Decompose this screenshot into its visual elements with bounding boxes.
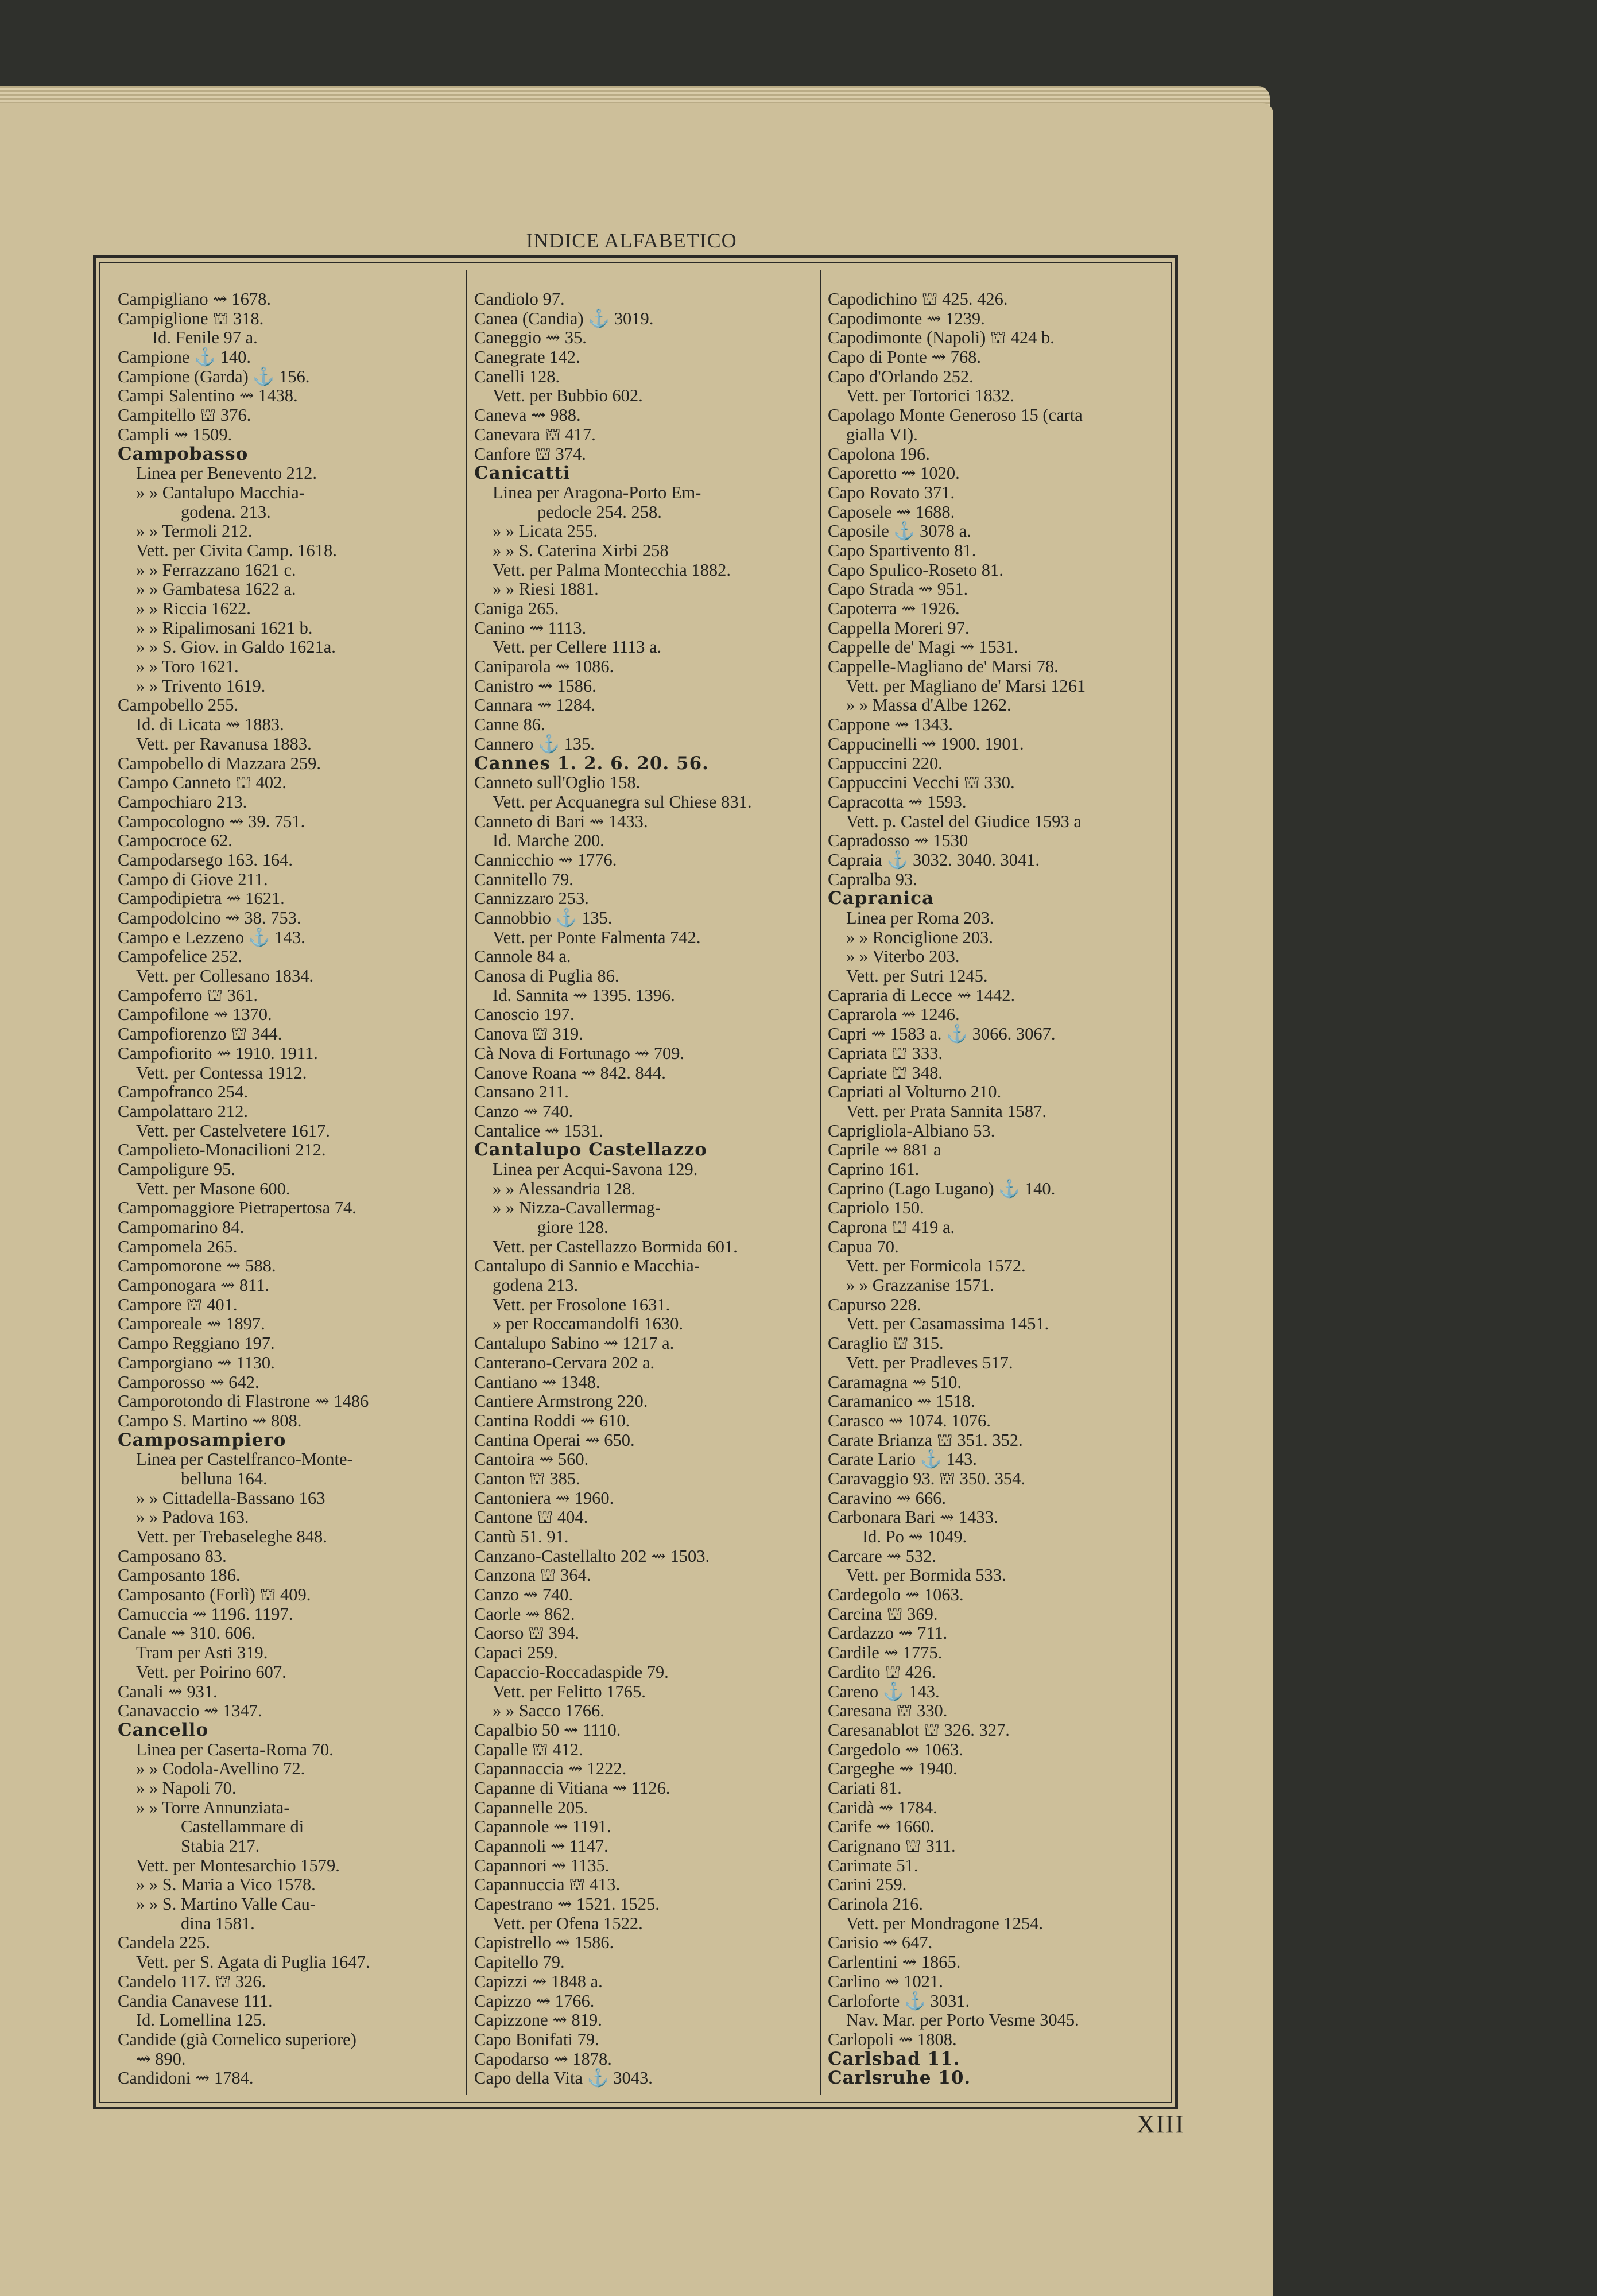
index-entry: Caorso ⛫ 394. [474, 1623, 580, 1643]
index-entry: » » Padova 163. [136, 1507, 249, 1527]
index-entry: Capriati al Volturno 210. [828, 1082, 1002, 1102]
index-entry: Camporosso ⇝ 642. [118, 1372, 259, 1392]
index-entry: Vett. per Prata Sannita 1587. [846, 1101, 1046, 1121]
index-entry: Caresanablot ⛫ 326. 327. [828, 1720, 1010, 1740]
index-entry: Cantina Operai ⇝ 650. [474, 1430, 635, 1450]
index-entry: Camporgiano ⇝ 1130. [118, 1352, 275, 1372]
index-entry: Capistrello ⇝ 1586. [474, 1933, 614, 1953]
index-entry: » » Sacco 1766. [493, 1701, 604, 1721]
index-entry: Capo di Ponte ⇝ 768. [828, 347, 982, 367]
index-entry: Cantiere Armstrong 220. [474, 1391, 648, 1411]
index-entry: Campofiorito ⇝ 1910. 1911. [118, 1043, 318, 1063]
index-entry: » » Toro 1621. [136, 657, 239, 677]
index-entry: Cantalice ⇝ 1531. [474, 1120, 603, 1141]
index-entry: » » S. Giov. in Galdo 1621a. [136, 637, 336, 657]
index-entry: Capo d'Orlando 252. [828, 366, 974, 386]
index-entry: Capracotta ⇝ 1593. [828, 792, 967, 812]
index-entry: Camposanto (Forlì) ⛫ 409. [118, 1585, 311, 1605]
index-entry: Candidoni ⇝ 1784. [118, 2068, 254, 2088]
index-entry: Carcare ⇝ 532. [828, 1546, 936, 1566]
index-entry: Stabia 217. [181, 1836, 260, 1856]
index-entry: Canove Roana ⇝ 842. 844. [474, 1062, 666, 1083]
index-entry: Capodimonte (Napoli) ⛫ 424 b. [828, 328, 1055, 348]
index-entry: Carcina ⛫ 369. [828, 1604, 938, 1624]
index-entry: Capodimonte ⇝ 1239. [828, 308, 985, 328]
index-entry: Vett. per Formicola 1572. [846, 1256, 1026, 1276]
index-entry: gialla VI). [846, 424, 918, 444]
column-divider [466, 270, 467, 2095]
index-entry: Capo Bonifati 79. [474, 2029, 599, 2049]
index-entry: Caorle ⇝ 862. [474, 1604, 575, 1624]
index-entry: Capoterra ⇝ 1926. [828, 599, 960, 618]
index-entry: » » Ronciglione 203. [846, 927, 993, 947]
index-entry: Capalle ⛫ 412. [474, 1739, 583, 1759]
index-entry: godena 213. [493, 1275, 579, 1296]
index-entry: Vett. per Castelvetere 1617. [136, 1120, 330, 1141]
index-heading: Cannes 1. 2. 6. 20. 56. [474, 753, 709, 774]
index-entry: Vett. per Cellere 1113 a. [493, 637, 662, 657]
index-entry: Caposile ⚓ 3078 a. [828, 521, 971, 541]
index-entry: » » Grazzanise 1571. [846, 1275, 994, 1296]
index-entry: Capalbio 50 ⇝ 1110. [474, 1720, 621, 1740]
index-entry: Caprigliola-Albiano 53. [828, 1120, 995, 1141]
index-entry: Caresana ⛫ 330. [828, 1701, 948, 1721]
index-entry: Campodarsego 163. 164. [118, 850, 293, 870]
index-entry: Cantoira ⇝ 560. [474, 1449, 589, 1469]
index-entry: Canzo ⇝ 740. [474, 1585, 573, 1605]
index-entry: » » Riccia 1622. [136, 599, 251, 618]
index-entry: Capri ⇝ 1583 a. ⚓ 3066. 3067. [828, 1024, 1056, 1044]
index-entry: Capannori ⇝ 1135. [474, 1855, 610, 1875]
index-entry: Canegrate 142. [474, 347, 580, 367]
index-entry: Canzo ⇝ 740. [474, 1101, 573, 1121]
index-entry: » » S. Martino Valle Cau- [136, 1894, 316, 1914]
index-entry: Canfore ⛫ 374. [474, 444, 586, 464]
index-entry: Capraria di Lecce ⇝ 1442. [828, 985, 1015, 1005]
index-entry: Id. Sannita ⇝ 1395. 1396. [493, 985, 675, 1005]
index-entry: Campo Canneto ⛫ 402. [118, 773, 287, 793]
index-entry: Capo Strada ⇝ 951. [828, 579, 968, 599]
index-entry: Vett. per S. Agata di Puglia 1647. [136, 1952, 370, 1972]
index-entry: Linea per Acqui-Savona 129. [493, 1159, 698, 1179]
index-entry: Capo Rovato 371. [828, 482, 955, 502]
index-entry: Capurso 228. [828, 1294, 921, 1314]
index-entry: Camuccia ⇝ 1196. 1197. [118, 1604, 293, 1624]
index-entry: Canne 86. [474, 715, 545, 735]
index-entry: Campofilone ⇝ 1370. [118, 1004, 272, 1025]
index-entry: Vett. per Bubbio 602. [493, 386, 643, 406]
index-entry: Caprino (Lago Lugano) ⚓ 140. [828, 1178, 1056, 1199]
index-entry: Vett. per Ponte Falmenta 742. [493, 927, 701, 947]
index-entry: Vett. per Sutri 1245. [846, 966, 988, 986]
index-entry: Vett. per Poirino 607. [136, 1662, 286, 1682]
index-entry: Canosa di Puglia 86. [474, 966, 619, 986]
index-entry: Candelo 117. ⛫ 326. [118, 1971, 266, 1991]
index-entry: Id. di Licata ⇝ 1883. [136, 715, 284, 735]
index-entry: Carinola 216. [828, 1894, 924, 1914]
index-entry: Canterano-Cervara 202 a. [474, 1352, 655, 1372]
index-entry: Capizzone ⇝ 819. [474, 2010, 602, 2030]
index-entry: giore 128. [537, 1217, 608, 1237]
index-entry: Camposano 83. [118, 1546, 227, 1566]
index-entry: Capolona 196. [828, 444, 930, 464]
index-entry: Campo di Giove 211. [118, 869, 268, 889]
index-entry: Canova ⛫ 319. [474, 1024, 583, 1044]
index-entry: Campocroce 62. [118, 831, 232, 851]
index-entry: Linea per Castelfranco-Monte- [136, 1449, 353, 1469]
index-entry: Cappelle-Magliano de' Marsi 78. [828, 657, 1059, 677]
index-entry: » » Ripalimosani 1621 b. [136, 618, 313, 638]
index-entry: Campione ⚓ 140. [118, 347, 251, 367]
index-entry: Tram per Asti 319. [136, 1643, 268, 1663]
index-entry: » » Gambatesa 1622 a. [136, 579, 296, 599]
index-entry: Camponogara ⇝ 811. [118, 1275, 270, 1296]
index-entry: Campofranco 254. [118, 1082, 248, 1102]
index-entry: Cantù 51. 91. [474, 1527, 569, 1546]
index-entry: Cantone ⛫ 404. [474, 1507, 588, 1527]
index-entry: Canneto di Bari ⇝ 1433. [474, 811, 648, 831]
index-heading: Campobasso [118, 443, 249, 464]
index-entry: Id. Lomellina 125. [136, 2010, 267, 2030]
index-entry: Carlentini ⇝ 1865. [828, 1952, 961, 1972]
index-entry: Vett. per Ofena 1522. [493, 1913, 643, 1933]
index-entry: Cannitello 79. [474, 869, 573, 889]
index-heading: Cancello [118, 1719, 209, 1740]
index-entry: Capitello 79. [474, 1952, 565, 1972]
index-entry: Campoligure 95. [118, 1159, 235, 1179]
index-entry: Cannobbio ⚓ 135. [474, 908, 613, 928]
index-entry: Caridà ⇝ 1784. [828, 1797, 937, 1817]
index-heading: Carlsbad 11. [828, 2048, 960, 2069]
index-entry: Candiolo 97. [474, 289, 565, 309]
index-entry: Campomarino 84. [118, 1217, 245, 1237]
index-entry: Carimate 51. [828, 1855, 918, 1875]
index-entry: » » Cantalupo Macchia- [136, 482, 305, 502]
page-header: INDICE ALFABETICO [526, 229, 737, 252]
index-entry: Canistro ⇝ 1586. [474, 676, 596, 696]
index-entry: Cardito ⛫ 426. [828, 1662, 936, 1682]
index-entry: Campione (Garda) ⚓ 156. [118, 366, 310, 386]
index-entry: Cappucinelli ⇝ 1900. 1901. [828, 734, 1024, 754]
index-entry: Vett. per Castellazzo Bormida 601. [493, 1236, 738, 1256]
index-entry: Caneva ⇝ 988. [474, 405, 581, 425]
index-entry: Capannaccia ⇝ 1222. [474, 1759, 627, 1779]
index-entry: Cansano 211. [474, 1082, 569, 1102]
index-entry: Capaccio-Roccadaspide 79. [474, 1662, 669, 1682]
index-entry: Vett. per Trebaseleghe 848. [136, 1527, 327, 1546]
index-entry: pedocle 254. 258. [537, 502, 662, 522]
index-entry: Campore ⛫ 401. [118, 1294, 238, 1314]
index-entry: Caniparola ⇝ 1086. [474, 657, 614, 677]
index-entry: Candela 225. [118, 1933, 210, 1953]
index-entry: Caniga 265. [474, 599, 559, 618]
index-entry: Carife ⇝ 1660. [828, 1817, 935, 1837]
index-entry: Caneggio ⇝ 35. [474, 328, 587, 348]
index-entry: Cannole 84 a. [474, 947, 571, 967]
index-entry: Carlopoli ⇝ 1808. [828, 2029, 957, 2049]
index-entry: Campolattaro 212. [118, 1101, 249, 1121]
index-entry: Campi Salentino ⇝ 1438. [118, 386, 298, 406]
index-entry: Vett. per Collesano 1834. [136, 966, 314, 986]
index-entry: Cannicchio ⇝ 1776. [474, 850, 617, 870]
index-entry: Canoscio 197. [474, 1004, 575, 1025]
index-entry: » » Codola-Avellino 72. [136, 1759, 305, 1779]
index-entry: Capolago Monte Generoso 15 (carta [828, 405, 1083, 425]
index-column-1 [118, 290, 462, 2088]
index-entry: Cappella Moreri 97. [828, 618, 970, 638]
index-entry: Vett. per Contessa 1912. [136, 1062, 307, 1083]
index-entry: Cannara ⇝ 1284. [474, 695, 596, 715]
index-entry: Cantoniera ⇝ 1960. [474, 1488, 614, 1508]
index-entry: Canali ⇝ 931. [118, 1681, 218, 1701]
index-entry: Caporetto ⇝ 1020. [828, 463, 960, 483]
index-entry: Cannero ⚓ 135. [474, 734, 595, 754]
index-entry: Vett. per Tortorici 1832. [846, 386, 1014, 406]
index-entry: Campodipietra ⇝ 1621. [118, 889, 285, 909]
index-entry: Canale ⇝ 310. 606. [118, 1623, 255, 1643]
index-entry: Id. Po ⇝ 1049. [862, 1527, 967, 1546]
index-entry: Cantalupo di Sannio e Macchia- [474, 1256, 700, 1276]
index-entry: Vett. per Frosolone 1631. [493, 1294, 670, 1314]
index-entry: Caprino 161. [828, 1159, 920, 1179]
index-entry: Capua 70. [828, 1236, 899, 1256]
index-entry: » » S. Caterina Xirbi 258 [493, 540, 669, 560]
index-entry: Linea per Caserta-Roma 70. [136, 1739, 334, 1759]
index-entry: Capralba 93. [828, 869, 917, 889]
index-heading: Cantalupo Castellazzo [474, 1139, 707, 1161]
index-entry: » » Riesi 1881. [493, 579, 599, 599]
index-entry: Capannelle 205. [474, 1797, 588, 1817]
index-entry: Capannole ⇝ 1191. [474, 1817, 611, 1837]
index-entry: Capestrano ⇝ 1521. 1525. [474, 1894, 660, 1914]
index-entry: godena. 213. [181, 502, 271, 522]
index-entry: Campli ⇝ 1509. [118, 424, 232, 444]
index-entry: Campolieto-Monacilioni 212. [118, 1140, 326, 1160]
index-entry: Capriate ⛫ 348. [828, 1062, 943, 1083]
index-entry: ⇝ 890. [136, 2049, 186, 2069]
index-entry: Campofelice 252. [118, 947, 242, 967]
index-entry: Capradosso ⇝ 1530 [828, 831, 968, 851]
index-entry: » » Napoli 70. [136, 1778, 237, 1798]
index-entry: Canton ⛫ 385. [474, 1468, 580, 1488]
index-entry: Capo Spartivento 81. [828, 540, 976, 560]
index-entry: » » Licata 255. [493, 521, 598, 541]
index-entry: Candide (già Cornelico superiore) [118, 2029, 356, 2049]
index-entry: Carini 259. [828, 1875, 907, 1895]
index-entry: Cardazzo ⇝ 711. [828, 1623, 948, 1643]
index-entry: Candia Canavese 111. [118, 1991, 273, 2011]
index-entry: Id. Fenile 97 a. [152, 328, 258, 348]
index-entry: Vett. per Palma Montecchia 1882. [493, 560, 731, 580]
index-entry: Capo Spulico-Roseto 81. [828, 560, 1003, 580]
index-entry: Vett. per Felitto 1765. [493, 1681, 646, 1701]
index-entry: Capaci 259. [474, 1643, 558, 1663]
index-entry: Cantiano ⇝ 1348. [474, 1372, 600, 1392]
index-entry: Carate Brianza ⛫ 351. 352. [828, 1430, 1023, 1450]
index-entry: Capizzo ⇝ 1766. [474, 1991, 595, 2011]
index-entry: Campocologno ⇝ 39. 751. [118, 811, 305, 831]
index-entry: Carasco ⇝ 1074. 1076. [828, 1410, 991, 1430]
index-entry: Campobello 255. [118, 695, 239, 715]
index-entry: Carate Lario ⚓ 143. [828, 1449, 977, 1469]
index-entry: Capodichino ⛫ 425. 426. [828, 289, 1008, 309]
index-entry: Castellammare di [181, 1817, 304, 1837]
index-entry: Careno ⚓ 143. [828, 1681, 940, 1701]
index-entry: Carlino ⇝ 1021. [828, 1971, 943, 1991]
index-entry: Vett. per Masone 600. [136, 1178, 290, 1199]
index-entry: Cantina Roddi ⇝ 610. [474, 1410, 630, 1430]
index-entry: Campobello di Mazzara 259. [118, 753, 321, 773]
index-entry: Cà Nova di Fortunago ⇝ 709. [474, 1043, 685, 1063]
index-heading: Camposampiero [118, 1429, 286, 1450]
index-entry: Cappelle de' Magi ⇝ 1531. [828, 637, 1018, 657]
index-heading: Capranica [828, 888, 935, 909]
index-entry: Cantalupo Sabino ⇝ 1217 a. [474, 1333, 675, 1353]
index-entry: » » Torre Annunziata- [136, 1797, 290, 1817]
index-entry: » » Nizza-Cavallermag- [493, 1198, 661, 1218]
index-entry: Caprarola ⇝ 1246. [828, 1004, 960, 1025]
index-entry: Campiglione ⛫ 318. [118, 308, 264, 328]
index-entry: Linea per Roma 203. [846, 908, 994, 928]
index-entry: Caposele ⇝ 1688. [828, 502, 955, 522]
index-entry: Vett. per Civita Camp. 1618. [136, 540, 337, 560]
index-entry: Cargeghe ⇝ 1940. [828, 1759, 958, 1779]
index-entry: Capizzi ⇝ 1848 a. [474, 1971, 603, 1991]
index-entry: Vett. per Mondragone 1254. [846, 1913, 1044, 1933]
index-entry: Camporotondo di Flastrone ⇝ 1486 [118, 1391, 369, 1411]
index-column-2 [474, 290, 819, 2088]
index-entry: » » Ferrazzano 1621 c. [136, 560, 296, 580]
index-entry: Caramanico ⇝ 1518. [828, 1391, 975, 1411]
index-entry: Carloforte ⚓ 3031. [828, 1991, 970, 2011]
index-entry: Campo Reggiano 197. [118, 1333, 275, 1353]
index-entry: Campomorone ⇝ 588. [118, 1256, 276, 1276]
index-entry: Capriolo 150. [828, 1198, 924, 1218]
index-entry: Id. Marche 200. [493, 831, 604, 851]
index-entry: Nav. Mar. per Porto Vesme 3045. [846, 2010, 1079, 2030]
index-entry: Capriata ⛫ 333. [828, 1043, 943, 1063]
index-entry: Campofiorenzo ⛫ 344. [118, 1024, 282, 1044]
index-entry: Campomaggiore Pietrapertosa 74. [118, 1198, 356, 1218]
index-entry: Cardile ⇝ 1775. [828, 1643, 943, 1663]
index-entry: Capraia ⚓ 3032. 3040. 3041. [828, 850, 1040, 870]
index-entry: Linea per Aragona-Porto Em- [493, 482, 701, 502]
index-entry: » » Cittadella-Bassano 163 [136, 1488, 325, 1508]
index-entry: Cariati 81. [828, 1778, 902, 1798]
index-entry: dina 1581. [181, 1913, 255, 1933]
index-entry: » » Viterbo 203. [846, 947, 960, 967]
column-divider [820, 270, 821, 2095]
index-entry: Canelli 128. [474, 366, 560, 386]
index-entry: Campodolcino ⇝ 38. 753. [118, 908, 301, 928]
index-entry: » » S. Maria a Vico 1578. [136, 1875, 316, 1895]
index-entry: » » Massa d'Albe 1262. [846, 695, 1011, 715]
index-entry: Linea per Benevento 212. [136, 463, 317, 483]
index-entry: Campo S. Martino ⇝ 808. [118, 1410, 302, 1430]
page-number: XIII [1137, 2110, 1185, 2138]
index-entry: » » Alessandria 128. [493, 1178, 636, 1199]
index-entry: Cappuccini Vecchi ⛫ 330. [828, 773, 1015, 793]
index-entry: Caraglio ⛫ 315. [828, 1333, 944, 1353]
index-entry: Capannoli ⇝ 1147. [474, 1836, 608, 1856]
index-entry: Canevara ⛫ 417. [474, 424, 596, 444]
index-entry: Caravino ⇝ 666. [828, 1488, 946, 1508]
index-entry: Vett. per Ravanusa 1883. [136, 734, 312, 754]
index-entry: Canavaccio ⇝ 1347. [118, 1701, 262, 1721]
index-entry: Caprile ⇝ 881 a [828, 1140, 941, 1160]
index-entry: Canneto sull'Oglio 158. [474, 773, 641, 793]
index-entry: Caprona ⛫ 419 a. [828, 1217, 955, 1237]
index-entry: Campoferro ⛫ 361. [118, 985, 258, 1005]
index-entry: Cardegolo ⇝ 1063. [828, 1585, 964, 1605]
index-entry: Canzona ⛫ 364. [474, 1565, 591, 1585]
index-entry: Cargedolo ⇝ 1063. [828, 1739, 963, 1759]
index-entry: Canino ⇝ 1113. [474, 618, 587, 638]
index-entry: Capannuccia ⛫ 413. [474, 1875, 621, 1895]
index-entry: Campigliano ⇝ 1678. [118, 289, 271, 309]
index-entry: Capodarso ⇝ 1878. [474, 2049, 612, 2069]
index-entry: Carignano ⛫ 311. [828, 1836, 956, 1856]
index-entry: Vett. p. Castel del Giudice 1593 a [846, 811, 1082, 831]
index-entry: » » Termoli 212. [136, 521, 253, 541]
index-entry: Vett. per Pradleves 517. [846, 1352, 1013, 1372]
index-entry: Vett. per Montesarchio 1579. [136, 1855, 340, 1875]
index-entry: Vett. per Casamassima 1451. [846, 1314, 1049, 1334]
index-entry: Camporeale ⇝ 1897. [118, 1314, 265, 1334]
index-entry: Cappone ⇝ 1343. [828, 715, 953, 735]
index-heading: Canicatti [474, 463, 571, 484]
index-entry: belluna 164. [181, 1468, 268, 1488]
index-entry: Vett. per Acquanegra sul Chiese 831. [493, 792, 752, 812]
index-entry: Capo della Vita ⚓ 3043. [474, 2068, 653, 2088]
index-entry: Capanne di Vitiana ⇝ 1126. [474, 1778, 670, 1798]
index-entry: Campochiaro 213. [118, 792, 247, 812]
index-entry: Cannizzaro 253. [474, 889, 589, 909]
index-entry: Vett. per Magliano de' Marsi 1261 [846, 676, 1086, 696]
index-entry: Carbonara Bari ⇝ 1433. [828, 1507, 998, 1527]
index-entry: » per Roccamandolfi 1630. [493, 1314, 684, 1334]
index-entry: Campo e Lezzeno ⚓ 143. [118, 927, 305, 947]
index-entry: Vett. per Bormida 533. [846, 1565, 1006, 1585]
index-entry: Camposanto 186. [118, 1565, 241, 1585]
index-entry: Cappuccini 220. [828, 753, 943, 773]
index-entry: Carisio ⇝ 647. [828, 1933, 933, 1953]
index-entry: Campitello ⛫ 376. [118, 405, 251, 425]
index-entry: Canea (Candia) ⚓ 3019. [474, 308, 654, 328]
index-heading: Carlsruhe 10. [828, 2068, 971, 2089]
index-column-3 [828, 290, 1172, 2088]
index-entry: Caramagna ⇝ 510. [828, 1372, 962, 1392]
index-entry: Campomela 265. [118, 1236, 238, 1256]
index-entry: Caravaggio 93. ⛫ 350. 354. [828, 1468, 1025, 1488]
index-entry: » » Trivento 1619. [136, 676, 266, 696]
index-entry: Canzano-Castellalto 202 ⇝ 1503. [474, 1546, 710, 1566]
